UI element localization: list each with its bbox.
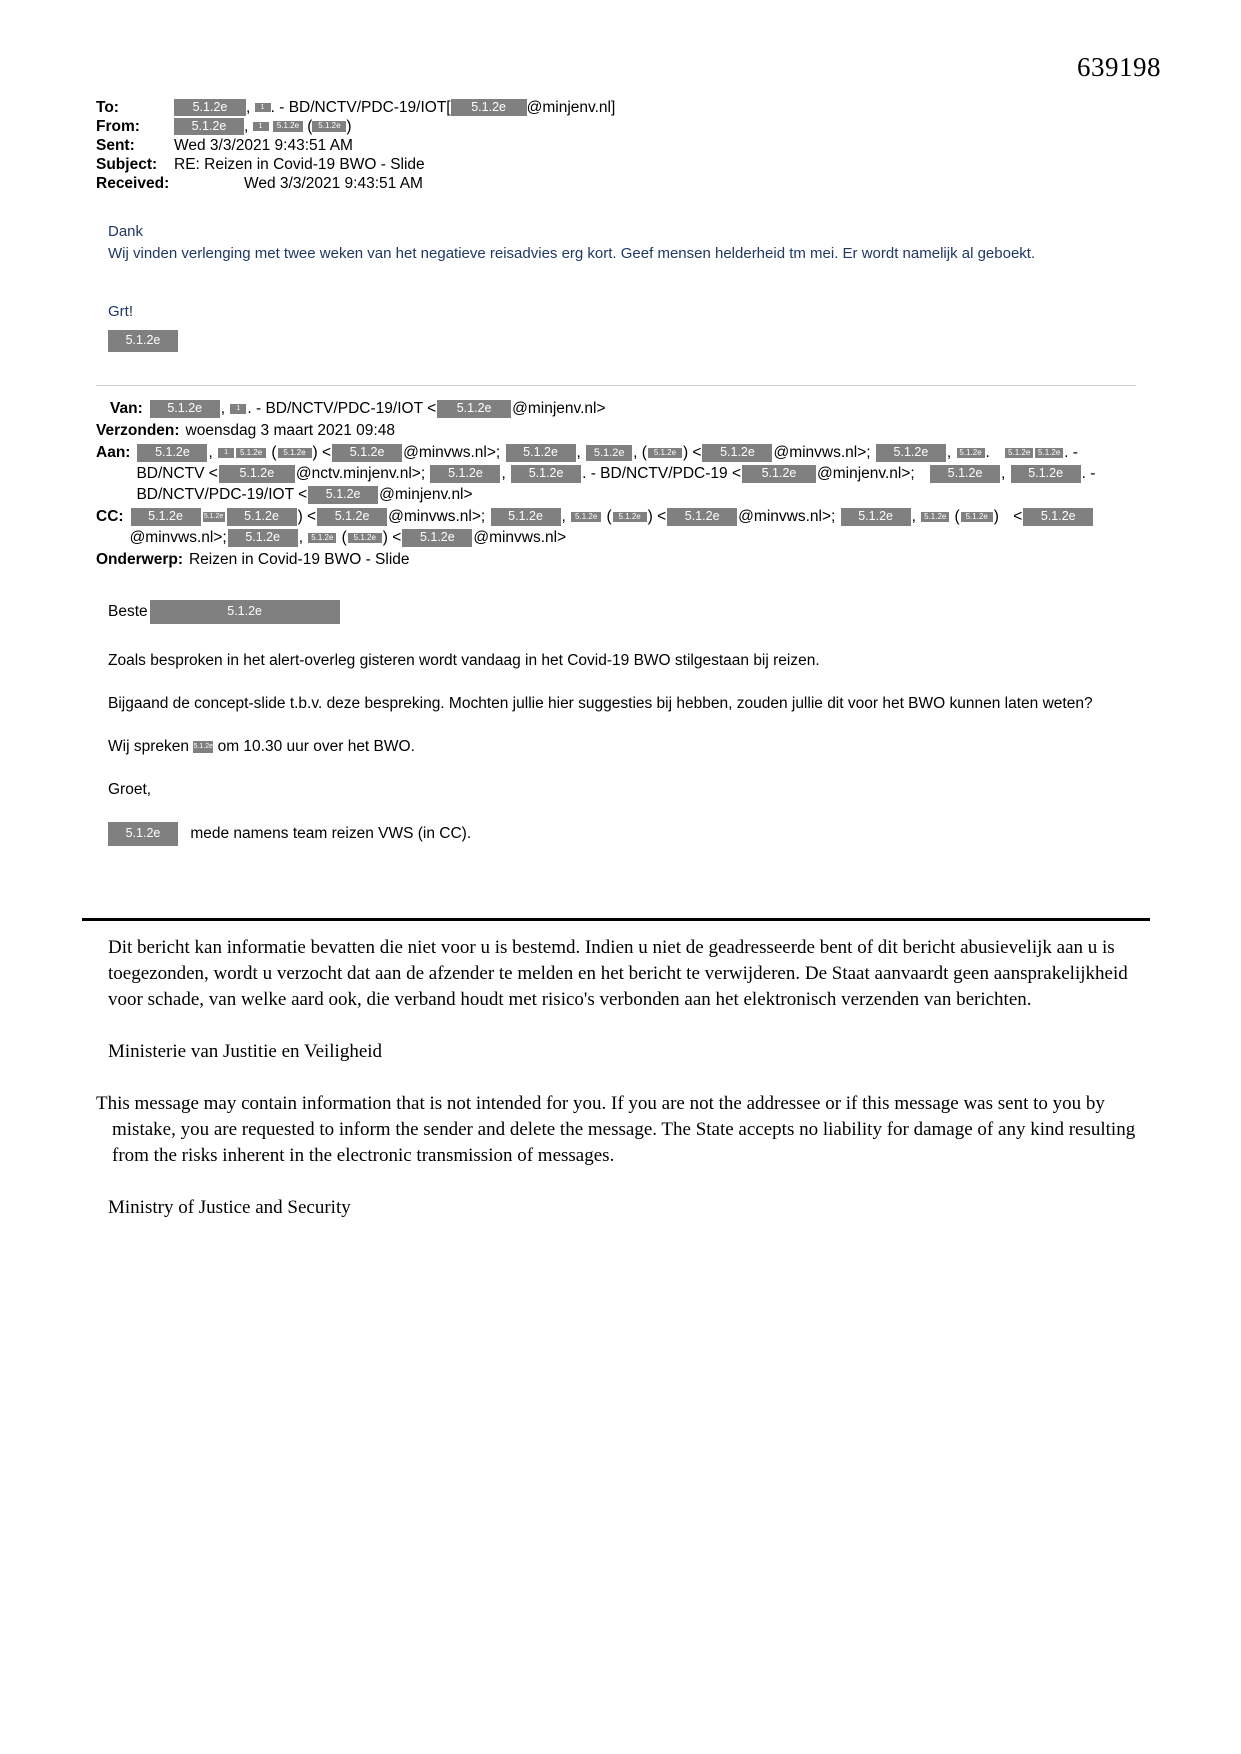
- static-text: ,: [298, 529, 308, 546]
- quoted-row-cc: [96, 506, 1148, 548]
- header-to-org: . - BD/NCTV/PDC-19/IOT[: [270, 99, 451, 116]
- static-text: .: [985, 444, 990, 461]
- disclaimer-dutch-ministry: Ministerie van Justitie en Veiligheid: [108, 1041, 383, 1062]
- quoted-value-onderwerp: Reizen in Covid-19 BWO - Slide: [188, 551, 410, 568]
- static-text: @minvws.nl>: [473, 529, 567, 546]
- static-text: ,: [561, 508, 571, 525]
- redaction-box: 5.1.2e: [193, 741, 213, 753]
- header-to-domain: @minjenv.nl]: [526, 99, 616, 116]
- redaction-box: 5.1.2e: [219, 465, 295, 483]
- static-text: ,: [244, 118, 253, 135]
- header-label-subject: Subject:: [96, 156, 158, 173]
- static-text: ,: [911, 508, 921, 525]
- quoted-paragraph-1: Zoals besproken in het alert-overleg gisteren wordt vandaag in het Covid-19 BWO stilgestaan bij reizen.: [108, 651, 820, 669]
- redaction-box: 5.1.2e: [921, 512, 949, 523]
- redaction-box: 5.1.2e: [451, 99, 527, 117]
- redaction-box: 5.1.2e: [613, 512, 647, 523]
- static-text: @minvws.nl>;: [773, 444, 871, 461]
- static-text: (: [950, 508, 960, 525]
- quoted-row-onderwerp: [96, 549, 1148, 570]
- reply-greeting: Dank: [108, 223, 144, 240]
- static-text: ): [993, 508, 999, 525]
- reply-paragraph: Wij vinden verlenging met twee weken van het negatieve reisadvies erg kort. Geef mensen helderheid tm mei. Er wordt namelijk al geboekt.: [108, 245, 1036, 262]
- disclaimer-english: This message may contain information that is not intended for you. If you are not the addressee or if this message was sent to you by mistake, you are requested to inform the sender and delete the message. The State accepts no liability for damage of any kind resulting from the risks inherent in the electronic transmission of messages.: [96, 1093, 1136, 1166]
- redaction-box: 1: [230, 404, 246, 414]
- redaction-box: 5.1.2e: [150, 600, 340, 624]
- static-text: ,: [501, 465, 511, 482]
- quoted-row-aan: [96, 442, 1148, 505]
- static-text: ) <: [312, 444, 332, 461]
- redaction-box: 5.1.2e: [348, 533, 382, 544]
- header-label-received: Received:: [96, 175, 170, 192]
- email-header: [96, 98, 1136, 193]
- redaction-box: 1: [218, 448, 234, 458]
- redaction-box: 5.1.2e: [648, 448, 682, 459]
- static-text: (: [602, 508, 612, 525]
- quoted-row-verzonden: [96, 420, 1148, 441]
- redaction-box: 5.1.2e: [150, 400, 220, 418]
- quoted-salutation: [108, 600, 1128, 624]
- disclaimer-english-ministry: Ministry of Justice and Security: [108, 1197, 351, 1218]
- redaction-box: 5.1.2e: [511, 465, 581, 483]
- static-text: (: [302, 118, 313, 135]
- static-text: ,: [946, 444, 956, 461]
- quoted-label-onderwerp: Onderwerp:: [96, 551, 183, 568]
- header-label-to: To:: [96, 99, 119, 116]
- static-text: . - BD/NCTV/PDC-19/IOT <: [136, 465, 1096, 503]
- reply-closing: Grt!: [108, 303, 133, 320]
- quoted-email-body: [108, 600, 1128, 868]
- redaction-box: 5.1.2e: [957, 448, 985, 459]
- quoted-paragraph-3: [108, 736, 1128, 757]
- static-text: ): [346, 118, 352, 135]
- redaction-box: 5.1.2e: [702, 444, 772, 462]
- static-text: . - BD/NCTV <: [136, 444, 1078, 482]
- header-row-subject: [96, 155, 1136, 174]
- static-text: @minvws.nl>;: [129, 529, 227, 546]
- quoted-label-cc: CC:: [96, 508, 124, 525]
- redaction-box: 5.1.2e: [1005, 448, 1033, 459]
- header-value-from: [174, 117, 352, 136]
- static-text: ,: [246, 99, 255, 116]
- redaction-box: 5.1.2e: [137, 444, 207, 462]
- static-text: ,: [208, 444, 218, 461]
- quoted-value-verzonden: woensdag 3 maart 2021 09:48: [185, 422, 395, 439]
- redaction-box: 5.1.2e: [228, 529, 298, 547]
- redaction-box: 5.1.2e: [236, 448, 266, 459]
- disclaimer-dutch: Dit bericht kan informatie bevatten die niet voor u is bestemd. Indien u niet de geadresseerde bent of dit bericht abusievelijk aan u is toegezonden, wordt u verzocht dat aan de afzender te melden en het bericht te verwijderen. De Staat aanvaardt geen aansprakelijkheid voor schade, van welke aard ook, die verband houdt met risico's verbonden aan het elektronisch verzenden van berichten.: [108, 937, 1128, 1010]
- header-label-from: From:: [96, 118, 140, 135]
- quoted-value-cc: [130, 506, 1148, 548]
- redaction-box: 1: [253, 122, 269, 132]
- quoted-label-van: Van:: [110, 400, 143, 417]
- document-number: 639198: [1077, 52, 1161, 82]
- redaction-box: 5.1.2e: [506, 444, 576, 462]
- header-row-received: [96, 174, 1136, 193]
- redaction-box: 5.1.2e: [278, 448, 312, 459]
- header-row-sent: [96, 136, 1136, 155]
- static-text: (: [267, 444, 277, 461]
- static-text: ,: [576, 444, 586, 461]
- redaction-box: 5.1.2e: [131, 508, 201, 526]
- header-received-value: Wed 3/3/2021 9:43:51 AM: [244, 175, 423, 192]
- redaction-box: 5.1.2e: [227, 508, 297, 526]
- static-text: @minjenv.nl>: [379, 486, 473, 503]
- redaction-box: 5.1.2e: [742, 465, 816, 483]
- static-text: @minvws.nl>;: [388, 508, 486, 525]
- redaction-box: 5.1.2e: [571, 512, 601, 523]
- redaction-box: 5.1.2e: [312, 121, 346, 132]
- static-text: ) <: [647, 508, 667, 525]
- redaction-box: 5.1.2e: [1011, 465, 1081, 483]
- quoted-van-domain: @minjenv.nl>: [512, 400, 606, 417]
- static-text: , (: [633, 444, 647, 461]
- header-row-to: [96, 98, 1136, 117]
- redaction-box: 5.1.2e: [667, 508, 737, 526]
- redaction-box: 5.1.2e: [108, 822, 178, 846]
- static-text: ,: [220, 400, 230, 417]
- header-value-subject: RE: Reizen in Covid-19 BWO - Slide: [174, 156, 425, 173]
- redaction-box: 5.1.2e: [402, 529, 472, 547]
- header-row-from: [96, 117, 1136, 136]
- redaction-box: 5.1.2e: [876, 444, 946, 462]
- static-text: <: [1013, 508, 1023, 525]
- header-value-sent: Wed 3/3/2021 9:43:51 AM: [174, 137, 353, 154]
- redaction-box: 5.1.2e: [1035, 448, 1063, 459]
- quoted-value-van: [149, 398, 1148, 419]
- divider-light: [96, 385, 1136, 386]
- quoted-groet: Groet,: [108, 780, 152, 798]
- static-text: ) <: [297, 508, 317, 525]
- static-text: @minjenv.nl>;: [817, 465, 915, 482]
- quoted-label-aan: Aan:: [96, 444, 131, 461]
- redaction-box: 1: [255, 103, 271, 113]
- reply-body: [108, 222, 1128, 352]
- divider-heavy: [82, 918, 1150, 921]
- redaction-box: 5.1.2e: [203, 513, 224, 521]
- quoted-van-org: . - BD/NCTV/PDC-19/IOT <: [247, 400, 437, 417]
- salutation-text: Beste: [108, 603, 148, 621]
- redaction-box: 5.1.2e: [108, 330, 178, 352]
- redaction-box: 5.1.2e: [961, 512, 993, 523]
- quoted-p3-pre: Wij spreken: [108, 737, 189, 755]
- quoted-p3-post: om 10.30 uur over het BWO.: [217, 737, 415, 755]
- quoted-row-van: [96, 398, 1148, 419]
- static-text: @minvws.nl>;: [738, 508, 836, 525]
- signoff-text: mede namens team reizen VWS (in CC).: [190, 824, 472, 842]
- header-value-received: [174, 174, 423, 193]
- redaction-box: 5.1.2e: [430, 465, 500, 483]
- redaction-box: 5.1.2e: [308, 486, 378, 504]
- static-text: . - BD/NCTV/PDC-19 <: [582, 465, 741, 482]
- redaction-box: 5.1.2e: [332, 444, 402, 462]
- redaction-box: 5.1.2e: [491, 508, 561, 526]
- quoted-paragraph-2: Bijgaand de concept-slide t.b.v. deze bespreking. Mochten jullie hier suggesties bij hebben, zouden jullie dit voor het BWO kunnen laten weten?: [108, 694, 1093, 712]
- static-text: ) <: [382, 529, 402, 546]
- quoted-signoff: [108, 822, 1128, 846]
- static-text: @nctv.minjenv.nl>;: [295, 465, 426, 482]
- quoted-label-verzonden: Verzonden:: [96, 422, 180, 439]
- spacer: [96, 1013, 1136, 1039]
- redaction-box: 5.1.2e: [273, 121, 303, 132]
- redaction-box: 5.1.2e: [308, 533, 336, 544]
- redaction-box: 5.1.2e: [1023, 508, 1093, 526]
- redaction-box: 5.1.2e: [174, 118, 244, 136]
- static-text: ) <: [682, 444, 702, 461]
- header-label-sent: Sent:: [96, 137, 135, 154]
- redaction-box: 5.1.2e: [174, 99, 246, 117]
- static-text: ,: [1001, 465, 1010, 482]
- static-text: (: [337, 529, 347, 546]
- redaction-box: 5.1.2e: [586, 445, 632, 461]
- spacer: [96, 1065, 1136, 1091]
- redaction-box: 5.1.2e: [317, 508, 387, 526]
- quoted-value-aan: [136, 442, 1148, 505]
- redaction-box: 5.1.2e: [841, 508, 911, 526]
- spacer: [96, 1169, 1136, 1195]
- static-text: @minvws.nl>;: [403, 444, 501, 461]
- quoted-email-header: [96, 398, 1148, 571]
- redaction-box: 5.1.2e: [930, 465, 1000, 483]
- header-value-to: [174, 98, 615, 117]
- disclaimer-block: [96, 935, 1136, 1221]
- redaction-box: 5.1.2e: [437, 400, 511, 418]
